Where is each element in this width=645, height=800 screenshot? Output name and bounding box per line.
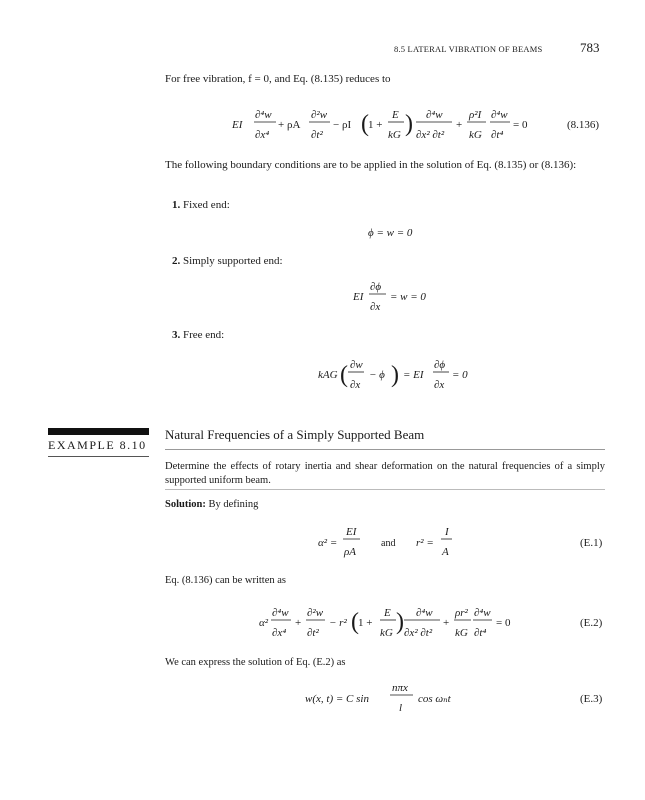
condition-2-num: 2. — [172, 255, 181, 267]
c3-g-num: ∂ϕ — [434, 359, 446, 371]
e3-intro-text: We can express the solution of Eq. (E.2) as — [165, 657, 346, 668]
e2-f2-den: ∂t² — [307, 627, 319, 639]
eq136-f4-den: ∂x² ∂t² — [416, 129, 445, 141]
e2-f5-den: kG — [455, 627, 468, 639]
solution-label: Solution: — [165, 499, 206, 510]
eq136-f6-num: ∂⁴w — [491, 109, 508, 121]
e3-f-den: l — [399, 702, 403, 714]
e2-f4-den: ∂x² ∂t² — [404, 627, 433, 639]
condition-1-eq: ϕ = w = 0 — [368, 227, 413, 239]
page-number: 783 — [580, 40, 600, 55]
c3-eq: = EI — [403, 369, 424, 381]
e2-f3-num: E — [384, 607, 391, 619]
equation-E1 — [0, 520, 645, 566]
example-bar — [48, 428, 149, 435]
condition-3-label: Free end: — [183, 329, 225, 341]
c3-g-den: ∂x — [434, 379, 445, 391]
c2-rest: = w = 0 — [390, 291, 426, 303]
e2-lparen: ( — [351, 609, 359, 635]
example-title-rule — [165, 449, 605, 450]
c3-eq0: = 0 — [452, 369, 468, 381]
c2-ei: EI — [353, 291, 364, 303]
e2-number: (E.2) — [580, 617, 603, 629]
eq136-plus: + — [456, 119, 463, 131]
e2-intro-text: Eq. (8.136) can be written as — [165, 575, 287, 586]
c3-lparen: ( — [340, 362, 348, 388]
e3-rest: cos ωₙt — [418, 693, 451, 705]
eq136-f2-den: ∂t² — [311, 129, 323, 141]
equation-E2 — [0, 598, 645, 648]
c3-f-den: ∂x — [350, 379, 361, 391]
e3-f-num: nπx — [392, 682, 408, 694]
eq136-lparen: ( — [361, 111, 369, 137]
e1-n2: I — [445, 526, 449, 538]
eq136-pa: + ρA — [278, 119, 301, 131]
eq136-pi: − ρI — [333, 119, 352, 131]
condition-1-num: 1. — [172, 199, 181, 211]
e2-p1: + — [295, 617, 302, 629]
condition-1-label: Fixed end: — [183, 199, 230, 211]
example-statement-rule — [165, 489, 605, 490]
eq136-f5-num: ρ²I — [469, 109, 482, 121]
equation-E3 — [0, 678, 645, 722]
e2-f2-num: ∂²w — [307, 607, 324, 619]
example-statement: Determine the effects of rotary inertia and shear deformation on the natural frequencies of a simply supported uniform beam. — [165, 461, 605, 486]
eq136-f3-den: kG — [388, 129, 401, 141]
e2-p2: + — [443, 617, 450, 629]
intro-text: For free vibration, f = 0, and Eq. (8.135) reduces to — [165, 73, 391, 85]
e2-f1-num: ∂⁴w — [272, 607, 289, 619]
e1-d1: ρA — [344, 546, 356, 558]
e1-r: r² = — [416, 537, 434, 549]
e2-f6-den: ∂t⁴ — [474, 627, 487, 639]
eq136-f4-num: ∂⁴w — [426, 109, 443, 121]
c2-f-den: ∂x — [370, 301, 381, 313]
eq136-f2-num: ∂²w — [311, 109, 328, 121]
condition-3 — [172, 328, 224, 342]
e2-one: 1 + — [358, 617, 373, 629]
eq136-one: 1 + — [368, 119, 383, 131]
e2-f5-num: ρr² — [455, 607, 468, 619]
e2-eq0: = 0 — [496, 617, 511, 629]
c3-kag: kAG — [318, 369, 338, 381]
condition-2-eq — [0, 276, 645, 316]
eq136-f6-den: ∂t⁴ — [491, 129, 504, 141]
e1-alpha: α² = — [318, 537, 338, 549]
condition-3-eq — [0, 354, 645, 398]
e2-f1-den: ∂x⁴ — [272, 627, 287, 639]
e2-f4-num: ∂⁴w — [416, 607, 433, 619]
c3-rparen: ) — [391, 362, 399, 388]
running-header-section: 8.5 LATERAL VIBRATION OF BEAMS — [394, 44, 543, 54]
e2-f3-den: kG — [380, 627, 393, 639]
eq136-number: (8.136) — [567, 119, 600, 131]
eq136-f3-num: E — [392, 109, 399, 121]
equation-8-136 — [0, 100, 645, 160]
e1-and: and — [381, 538, 396, 549]
c2-f-num: ∂ϕ — [370, 281, 382, 293]
c3-mid: − ϕ — [369, 369, 385, 381]
eq136-f5-den: kG — [469, 129, 482, 141]
e2-f6-num: ∂⁴w — [474, 607, 491, 619]
e2-a2: α² — [259, 617, 269, 629]
solution-line — [165, 498, 258, 512]
c3-f-num: ∂w — [350, 359, 363, 371]
eq136-ei: EI — [232, 119, 243, 131]
condition-3-num: 3. — [172, 329, 181, 341]
eq136-f1-den: ∂x⁴ — [255, 129, 270, 141]
e2-m: − r² — [329, 617, 347, 629]
eq136-eq0: = 0 — [513, 119, 528, 131]
condition-1 — [172, 198, 230, 212]
condition-2 — [172, 254, 283, 268]
eq136-f1-num: ∂⁴w — [255, 109, 272, 121]
solution-text: By defining — [208, 499, 259, 510]
example-label-underline — [48, 456, 149, 457]
example-label: EXAMPLE 8.10 — [48, 438, 147, 452]
e1-d2: A — [442, 546, 449, 558]
e1-number: (E.1) — [580, 537, 603, 549]
example-title: Natural Frequencies of a Simply Supported Beam — [165, 427, 425, 442]
e2-rparen: ) — [396, 609, 404, 635]
condition-2-label: Simply supported end: — [183, 255, 283, 267]
e3-lhs: w(x, t) = C sin — [305, 693, 369, 705]
e3-number: (E.3) — [580, 693, 603, 705]
eq136-rparen: ) — [405, 111, 413, 137]
e1-n1: EI — [346, 526, 357, 538]
bc-intro-text: The following boundary conditions are to be applied in the solution of Eq. (8.135) or (8.136): — [165, 159, 577, 171]
